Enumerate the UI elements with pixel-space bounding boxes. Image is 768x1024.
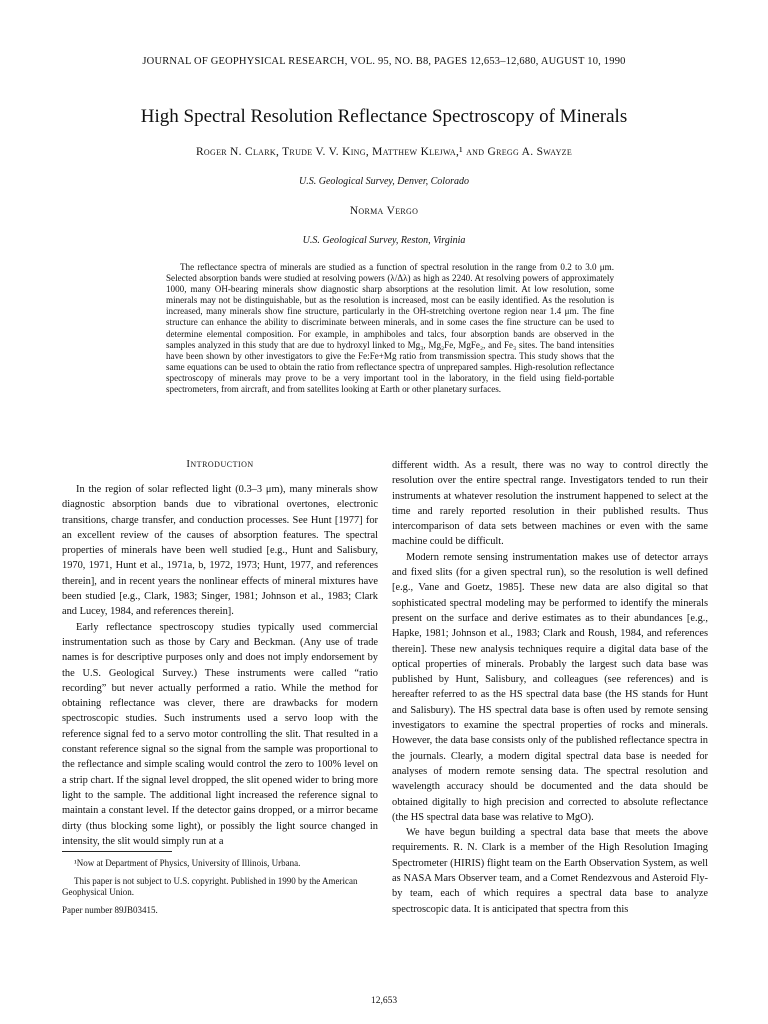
affiliation-denver: U.S. Geological Survey, Denver, Colorado — [299, 176, 469, 187]
section-heading-introduction: Introduction — [186, 458, 254, 470]
copyright-note: This paper is not subject to U.S. copyright. Published in 1990 by the American Geophysical Union. — [62, 875, 358, 897]
paragraph: Early reflectance spectroscopy studies typically used commercial instrumentation such as those by Cary and Beckman. (Any use of trade names is for descriptive purposes only and does not imply endorsement by the U.S. Geological Survey.) These instruments were called “ratio recording” but never actually performed a ratio. While the method for obtaining reflectance was clever, there are drawbacks for modern spectroscopic studies. Such instruments used a servo loop with the reference signal fed to a servo motor controlling the slit. That resulted in a constant reference signal so the signal from the sample was proportional to the reflectance and simple scaling would control the zero to 100% level on a strip chart. If the signal level dropped, the slit opened wider to bring more light to the sample. The additional light increased the reference signal to maintain a constant level. If the detector gains dropped, or a mirror became dirty (thus blocking some light), or possibly the light source changed in intensity, the slit would simply run at a — [62, 621, 378, 847]
abstract: The reflectance spectra of minerals are studied as a function of spectral resolution in the range from 0.2 to 3.0 μm. Selected absorption bands were studied at resolving powers (λ/Δλ) as high as 2240. At resolving powers of approximately 1000, many OH-bearing minerals show diagnostic sharp absorptions at the resolution limit. At low resolution, some minerals may not be distinguishable, but as the resolution is increased, most can be easily identified. As the resolution is increased, many minerals show fine structure, particularly in the OH-stretching overtone region near 1.4 μm. The fine structure can enhance the ability to discriminate between minerals, and in some cases the fine structure can be used to determine elemental composition. For example, in amphiboles and talcs, four absorption bands are observed in the samples analyzed in this study that are due to hydroxyl linked to Mg₃, Mg₂Fe, MgFe₂, and Fe₃ sites. The band intensities have been shown by other investigators to give the Fe:Fe+Mg ratio from transmission spectra. This study shows that the same equations can be used to obtain the ratio from reflectance spectra of unprepared samples. High-resolution reflectance spectroscopy of minerals may prove to be a very important tool in the laboratory, in the field using field-portable spectrometers, from aircraft, and from satellites looking at Earth or other planetary surfaces. — [166, 262, 614, 395]
right-column — [392, 458, 708, 917]
affiliation-reston: U.S. Geological Survey, Reston, Virginia — [302, 235, 466, 246]
footnote-divider — [62, 851, 172, 852]
paper-number: Paper number 89JB03415. — [62, 904, 158, 915]
author-list: Roger N. Clark, Trude V. V. King, Matthew Klejwa,¹ and Gregg A. Swayze — [195, 146, 573, 158]
paper-title: High Spectral Resolution Reflectance Spectroscopy of Minerals — [140, 106, 628, 127]
footnote: ¹Now at Department of Physics, University of Illinois, Urbana. — [74, 858, 301, 868]
author-vergo: Norma Vergo — [349, 205, 419, 217]
paragraph: Modern remote sensing instrumentation makes use of detector arrays and fixed slits (for a given spectral run), so the resolution is well defined [e.g., Vane and Goetz, 1985]. These new data are also digital so that sophisticated spectral modeling may be performed to identify the minerals present on the surface and derive estimates as to their abundances [e.g., Hapke, 1981; Johnson et al., 1983; Clark and Roush, 1984, and references therein]. These new analysis techniques require a digital data base of the optical properties of minerals. Probably the largest such data base was published by Hunt, Salisbury, and colleagues (see references) and is hereafter referred to as the HS spectral data base (the HS stands for Hunt and Salisbury). The HS spectral data base is often used by remote sensing investigators to examine the spectral properties of rocks and minerals. However, the data base consists only of the published reflectance spectra in the journals. Clearly, a modern digital spectral data base is needed for analyses of modern remote sensing data. The spectral resolution and wavelength accuracy should be documented and the data should be obtained digitally to high precision and corrected to absolute reflectance (the HS spectral data base was relative to MgO). — [392, 551, 708, 823]
paragraph: different width. As a result, there was no way to control directly the resolution over the entire spectral range. Investigators tended to run their instruments at whatever resolution the instrument happened to select at the time and rarely reported resolution in their published results. Thus intercomparison of data sets between machines or even with the same machine could be difficult. — [392, 460, 708, 548]
journal-header: JOURNAL OF GEOPHYSICAL RESEARCH, VOL. 95, NO. B8, PAGES 12,653–12,680, AUGUST 10, 1990 — [142, 56, 626, 67]
left-column — [62, 458, 378, 849]
paragraph: In the region of solar reflected light (0.3–3 μm), many minerals show diagnostic absorption bands due to vibrational overtones, electronic transitions, charge transfer, and conduction processes. See Hunt [1977] for an excellent review of the causes of absorption features. The spectral properties of minerals have been well studied [e.g., Hunt and Salisbury, 1970, 1971, Hunt et al., 1971a, b, 1972, 1973; Hunt, 1977, and references therein], and in recent years the nonlinear effects of mineral mixtures have been studied [e.g., Clark, 1983; Singer, 1981; Johnson et al., 1983; Clark and Lucey, 1984, and references therein]. — [62, 484, 378, 618]
paragraph: We have begun building a spectral data base that meets the above requirements. R. N. Clark is a member of the High Resolution Imaging Spectrometer (HIRIS) flight team on the Earth Observation System, as well as NASA Mars Observer team, and a Comet Rendezvous and Asteroid Fly-by team, each of which requires a spectral data base to analyze spectroscopic data. It is anticipated that spectra from this — [392, 827, 708, 915]
page-number: 12,653 — [370, 996, 398, 1006]
footnotes — [62, 851, 378, 922]
